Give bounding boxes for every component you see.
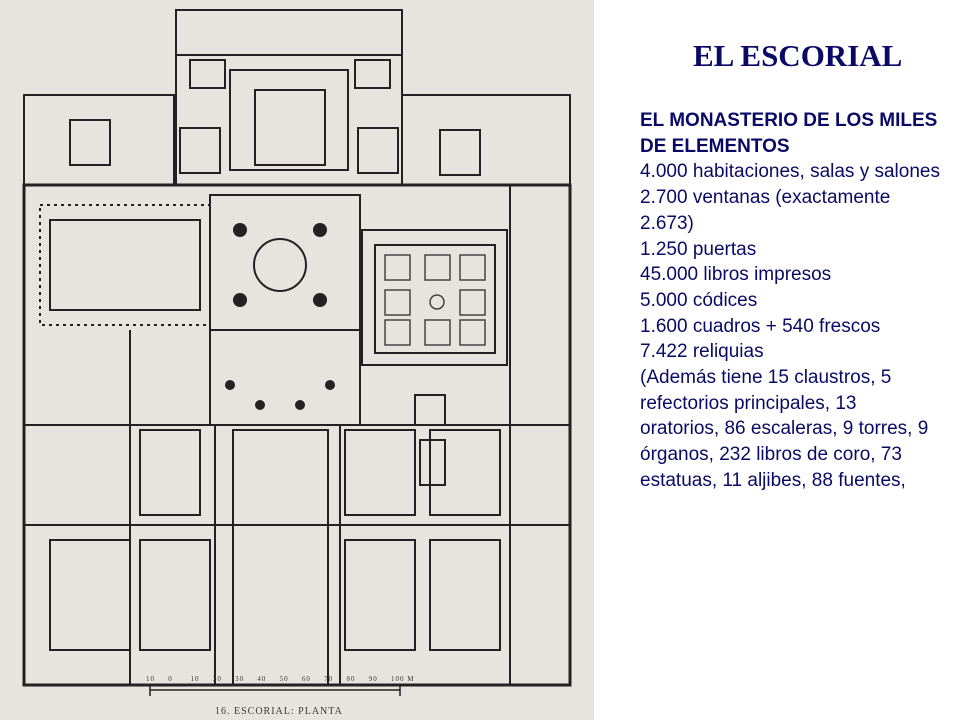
fact-line-paintings: 1.600 cuadros + 540 frescos: [640, 315, 881, 337]
page-title: EL ESCORIAL: [693, 38, 903, 73]
scale-label: 60: [301, 675, 311, 683]
facts-text: [640, 108, 940, 494]
scale-label: 80: [346, 675, 356, 683]
fact-line-relics: 7.422 reliquias: [640, 341, 764, 363]
scale-label: 50: [279, 675, 289, 683]
scale-label: 100 M: [391, 675, 415, 683]
facts-heading: EL MONASTERIO DE LOS MILES DE ELEMENTOS: [640, 110, 938, 157]
scale-label: 0: [168, 675, 173, 683]
fact-line-extras: (Además tiene 15 claustros, 5 refectorios principales, 13 oratorios, 86 escaleras, 9 torres, 9 órganos, 232 libros de coro, 73 estatuas, 11 aljibes, 88 fuentes,: [640, 367, 929, 491]
scale-label: 10: [190, 675, 200, 683]
scale-label: 40: [257, 675, 267, 683]
scale-label: 30: [235, 675, 245, 683]
fact-line-books: 45.000 libros impresos: [640, 264, 832, 286]
scale-label: 70: [324, 675, 334, 683]
fact-line-windows: 2.700 ventanas (exactamente 2.673): [640, 187, 891, 234]
fact-line-doors: 1.250 puertas: [640, 238, 757, 260]
scale-label: 10: [146, 675, 155, 683]
scale-label: 20: [212, 675, 222, 683]
plan-caption: 16. ESCORIAL: PLANTA: [215, 706, 343, 717]
fact-line-codices: 5.000 códices: [640, 289, 758, 311]
scale-label: 90: [368, 675, 378, 683]
fact-line-rooms: 4.000 habitaciones, salas y salones: [640, 161, 940, 183]
